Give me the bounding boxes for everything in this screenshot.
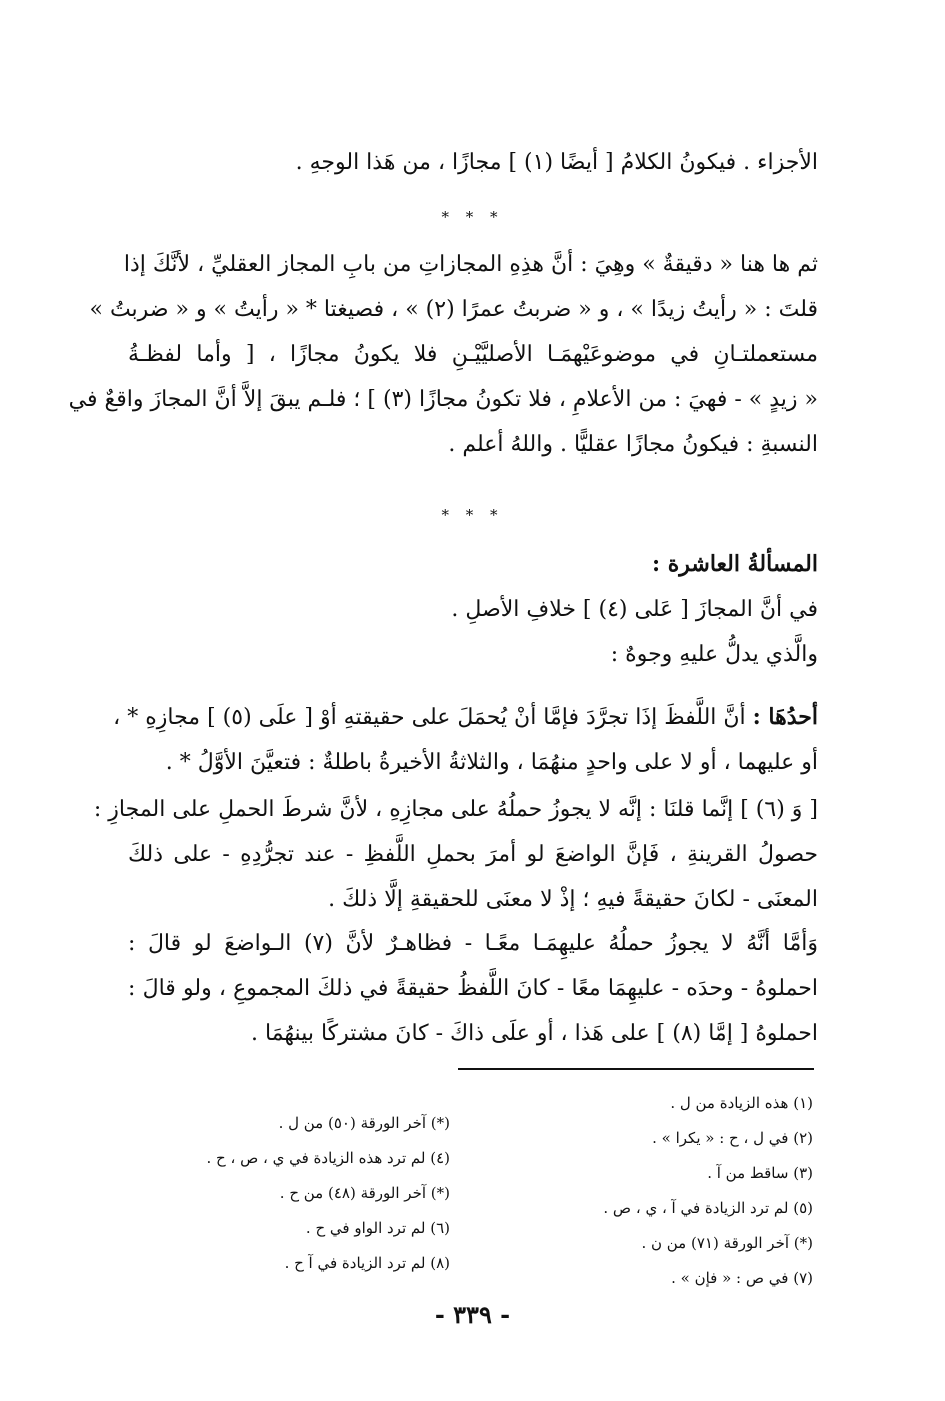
- text-line: [113, 695, 818, 740]
- text-line: قلتَ : « رأيتُ زيدًا » ، و « ضربتُ عمرًا (٢) » ، فصيغتا * « رأيتُ » و « ضربتُ »: [89, 297, 818, 322]
- text-line: مستعملتـانِ في موضوعَيْهمَـا الأصليَّيْـنِ فلا يكونُ مجازًا ، [ وأما لفظـةُ: [128, 342, 818, 367]
- section-separator: * * *: [441, 506, 504, 524]
- text-line: احملوهُ - وحدَه - عليهِمَا معًا - كانَ اللَّفظُ حقيقةً في ذلكَ المجموعِ ، ولو قالَ :: [128, 976, 818, 1001]
- text-line: « زيدٍ » - فهيَ : من الأعلامِ ، فلا تكونُ مجازًا (٣) ] ؛ فلـم يبقَ إلاَّ أنَّ المجازَ واقعٌ في: [68, 387, 818, 412]
- footnote: (٨) لم ترد الزيادة في آ ح .: [284, 1254, 450, 1272]
- section-tenth-issue: [128, 542, 818, 677]
- footnote: (٦) لم ترد الواو في ح .: [305, 1219, 450, 1237]
- text-line: النسبةِ : فيكونُ مجازًا عقليًّا . واللهُ أعلم .: [448, 432, 818, 457]
- footnote: (١) هذه الزيادة من ل .: [670, 1094, 813, 1112]
- top-line: [128, 140, 818, 185]
- paragraph-subtlety: [68, 242, 818, 467]
- footnote: (*) آخر الورقة (٧١) من ن .: [641, 1234, 813, 1252]
- footnotes-right-column: [513, 1086, 813, 1296]
- footnote: (*) آخر الورقة (٥٠) من ل .: [278, 1114, 450, 1132]
- text-line: احملوهُ [ إمَّا (٨) ] على هَذا ، أو علَى ذاكَ - كانَ مشتركًا بينهُمَا .: [251, 1021, 818, 1046]
- text-line: في أنَّ المجازَ [ عَلى (٤) ] خلافِ الأصلِ .: [451, 597, 818, 622]
- text-line: أو عليهما ، أو لا على واحدٍ منهُمَا ، والثلاثةُ الأخيرةُ باطلةٌ : فتعيَّنَ الأوَّلُ * .: [165, 750, 818, 775]
- text-line: والَّذي يدلُّ عليهِ وجوهٌ :: [610, 642, 818, 667]
- text-line: وَأمَّا أنَّهُ لا يجوزُ حملُهُ عليهِمَـا معًـا - فظاهـرٌ لأنَّ (٧) الـواضعَ لو قالَ :: [128, 931, 819, 956]
- text-line: ثم ها هنا « دقيقةٌ » وهِيَ : أنَّ هذِهِ المجازاتِ من بابِ المجاز العقليِّ ، لأنَّكَ إذا: [123, 252, 818, 277]
- section-heading: المسألةُ العاشرة :: [651, 551, 818, 577]
- section-separator: * * *: [441, 208, 504, 226]
- text-line: حصولُ القرينةِ ، فَإنَّ الواضعَ لو أمرَ بحملِ اللَّفظِ - عند تجرُّدِهِ - على ذلكَ: [128, 842, 818, 867]
- footnote: (٢) في ل ، ح : « يكرا » .: [652, 1129, 813, 1147]
- footnotes-left-column: [150, 1106, 450, 1281]
- lead-word: أحدُهَا :: [752, 704, 818, 730]
- paragraph-second: [93, 787, 818, 922]
- footnote: (*) آخر الورقة (٤٨) من ح .: [279, 1184, 450, 1202]
- footnote: (٤) لم ترد هذه الزيادة في ي ، ص ، ح .: [206, 1149, 450, 1167]
- text-line: الأجزاء . فيكونُ الكلامُ [ أيضًا (١) ] مجازًا ، من هَذا الوجهِ .: [295, 150, 818, 175]
- footnote-divider: [458, 1068, 814, 1070]
- paragraph-third: [128, 921, 818, 1056]
- text-line: المعنَى - لكانَ حقيقةً فيهِ ؛ إذْ لا معنَى للحقيقةِ إلَّا ذلكَ .: [328, 887, 818, 912]
- footnote: (٥) لم ترد الزيادة في آ ، ي ، ص .: [603, 1199, 813, 1217]
- footnote: (٣) ساقط من آ .: [707, 1164, 813, 1182]
- page-number: - ٣٣٩ -: [434, 1300, 511, 1329]
- footnote: (٧) في ص : « فإن » .: [671, 1269, 813, 1287]
- text-line: [ وَ (٦) ] إنَّما قلنَا : إنَّه لا يجوزُ حملُهُ على مجازِهِ ، لأنَّ شرطَ الحملِ على المجازِ :: [93, 797, 818, 822]
- line-rest: أنَّ اللَّفظَ إذَا تجرَّدَ فإمَّا أنْ يُحمَلَ على حقيقتهِ أوْ [ علَى (٥) ] مجازِهِ * ،: [113, 705, 753, 730]
- paragraph-first-reason: [113, 695, 818, 785]
